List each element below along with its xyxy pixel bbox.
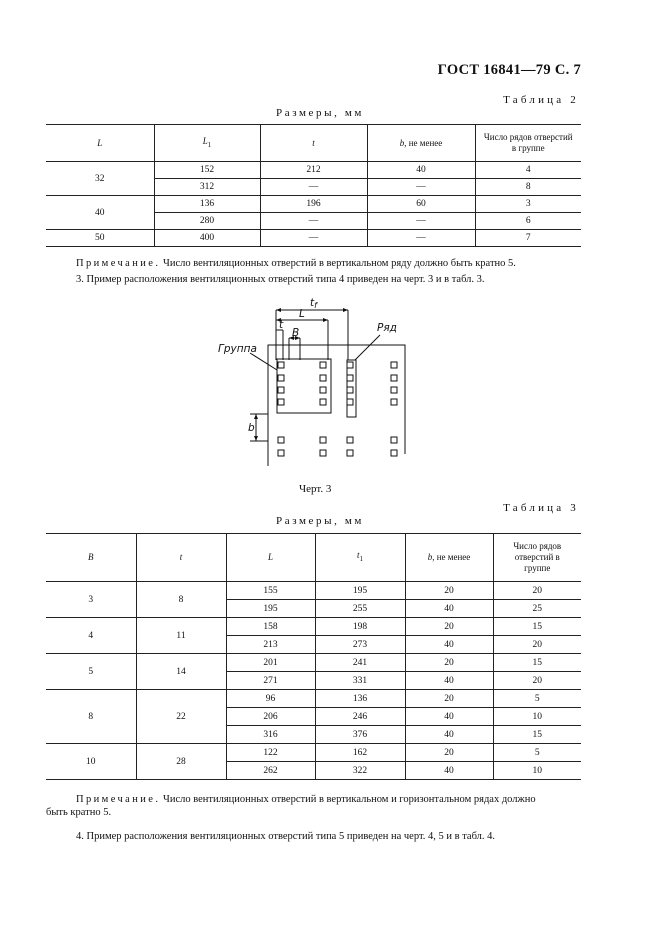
table3-label: Таблица 3 (503, 502, 579, 514)
table3-row (46, 744, 581, 762)
vent-hole (391, 450, 397, 456)
table3-cell: 20 (405, 618, 493, 636)
vent-hole (391, 375, 397, 381)
table3-cell: 201 (226, 654, 315, 672)
table3-cell: 20 (493, 672, 581, 690)
table3-cell: 206 (226, 708, 315, 726)
vent-hole (278, 362, 284, 368)
table2-cell-L: 32 (46, 162, 154, 196)
table3-cell-t: 28 (136, 744, 226, 780)
table3-cell: 376 (315, 726, 405, 744)
table2-header-rows: Число рядов отверстий в группе (475, 125, 581, 162)
table3-cell: 273 (315, 636, 405, 654)
table2-cell: 196 (260, 196, 367, 213)
figure-label-L: L (299, 308, 305, 320)
table2-header-L1: $L_1$ (154, 125, 260, 162)
paragraph-3: 3. Пример расположения вентиляционных отверстий типа 4 приведен на черт. 3 и в табл. 3. (76, 274, 485, 285)
table3-cell-t: 14 (136, 654, 226, 690)
table2-cell: 8 (475, 179, 581, 196)
table2-row (46, 162, 581, 179)
table2 (46, 124, 581, 247)
vent-hole (347, 375, 353, 381)
table2-cell: — (367, 213, 475, 230)
table3-cell: 10 (493, 762, 581, 780)
vent-hole (320, 399, 326, 405)
table3-cell: 158 (226, 618, 315, 636)
table2-cell: 312 (154, 179, 260, 196)
figure-label-group: Группа (218, 343, 257, 355)
table2-cell: — (367, 179, 475, 196)
note2: Примечание. Число вентиляционных отверстий в вертикальном и горизонтальном рядах должно (76, 794, 536, 805)
vent-hole (278, 399, 284, 405)
table3-cell: 15 (493, 618, 581, 636)
vent-hole (391, 362, 397, 368)
table3-cell: 136 (315, 690, 405, 708)
figure-label-t: t (279, 319, 284, 331)
table3-cell: 195 (315, 582, 405, 600)
table3-header-L: L (226, 534, 315, 582)
table3-cell: 20 (405, 690, 493, 708)
table2-cell: 136 (154, 196, 260, 213)
table3-cell-t: 8 (136, 582, 226, 618)
table2-cell: 152 (154, 162, 260, 179)
table2-cell: 7 (475, 230, 581, 247)
table3-cell-B: 8 (46, 690, 136, 744)
table3-cell: 40 (405, 672, 493, 690)
table2-cell: 6 (475, 213, 581, 230)
table2-cell: 60 (367, 196, 475, 213)
table3-cell: 40 (405, 600, 493, 618)
table3-header-b: b, не менее (405, 534, 493, 582)
table2-header-t: t (260, 125, 367, 162)
table3-cell: 25 (493, 600, 581, 618)
vent-hole (391, 437, 397, 443)
figure-label-b: b (248, 422, 255, 434)
figure-3-diagram (210, 290, 420, 470)
table3-cell: 20 (493, 636, 581, 654)
table3-cell: 255 (315, 600, 405, 618)
vent-hole (347, 399, 353, 405)
table2-cell: — (260, 230, 367, 247)
table2-cell-L: 40 (46, 196, 154, 230)
table3-cell: 15 (493, 726, 581, 744)
table3-cell: 40 (405, 708, 493, 726)
table3-cell: 20 (405, 582, 493, 600)
table3-cell: 316 (226, 726, 315, 744)
table3-cell-B: 5 (46, 654, 136, 690)
table3-cell: 198 (315, 618, 405, 636)
vent-hole (391, 399, 397, 405)
table3-header-t: t (136, 534, 226, 582)
table3-cell: 96 (226, 690, 315, 708)
table3-cell: 322 (315, 762, 405, 780)
table3-cell: 20 (405, 744, 493, 762)
table3-row (46, 654, 581, 672)
table3-cell: 15 (493, 654, 581, 672)
table2-header-L: L (46, 125, 154, 162)
vent-hole (278, 375, 284, 381)
table3-cell: 155 (226, 582, 315, 600)
table3-cell: 5 (493, 744, 581, 762)
vent-hole (320, 387, 326, 393)
table2-cell: 4 (475, 162, 581, 179)
table3 (46, 533, 581, 780)
table2-label: Таблица 2 (503, 94, 579, 106)
table2-caption: Размеры, мм (276, 107, 364, 119)
table3-cell: 40 (405, 762, 493, 780)
table3-row (46, 582, 581, 600)
vent-hole (391, 387, 397, 393)
table3-cell-t: 11 (136, 618, 226, 654)
vent-hole (320, 450, 326, 456)
table3-row (46, 618, 581, 636)
table3-cell: 262 (226, 762, 315, 780)
table3-cell: 246 (315, 708, 405, 726)
vent-hole (320, 375, 326, 381)
figure-label-B: B (292, 327, 300, 339)
vent-hole (278, 387, 284, 393)
page-header: ГОСТ 16841—79 С. 7 (437, 62, 581, 78)
paragraph-4: 4. Пример расположения вентиляционных отверстий типа 5 приведен на черт. 4, 5 и в табл. 4. (76, 831, 496, 842)
table3-cell: 162 (315, 744, 405, 762)
note1: Примечание. Число вентиляционных отверстий в вертикальном ряду должно быть кратно 5. (76, 258, 516, 269)
vent-hole (320, 362, 326, 368)
table2-cell: 280 (154, 213, 260, 230)
table2-row (46, 230, 581, 247)
table2-cell: — (260, 213, 367, 230)
table3-cell: 213 (226, 636, 315, 654)
table3-cell: 40 (405, 636, 493, 654)
vent-hole (320, 437, 326, 443)
table3-cell-B: 4 (46, 618, 136, 654)
table2-cell: 3 (475, 196, 581, 213)
table3-cell: 271 (226, 672, 315, 690)
table2-row (46, 196, 581, 213)
note2-line2: быть кратно 5. (46, 807, 112, 818)
table3-caption: Размеры, мм (276, 515, 364, 527)
table2-cell-L: 50 (46, 230, 154, 247)
figure-label-t1: tf (310, 297, 317, 310)
table2-cell: — (260, 179, 367, 196)
table2-cell: 212 (260, 162, 367, 179)
table2-cell: — (367, 230, 475, 247)
figure-3-caption: Черт. 3 (299, 483, 332, 495)
table3-cell: 122 (226, 744, 315, 762)
table3-cell: 40 (405, 726, 493, 744)
vent-hole (347, 387, 353, 393)
vent-hole (347, 437, 353, 443)
table2-header-b: b, не менее (367, 125, 475, 162)
table2-cell: 400 (154, 230, 260, 247)
table3-cell-B: 3 (46, 582, 136, 618)
table3-header-B: B (46, 534, 136, 582)
table3-cell: 5 (493, 690, 581, 708)
table3-row (46, 690, 581, 708)
vent-hole (347, 362, 353, 368)
table3-cell: 20 (405, 654, 493, 672)
table3-cell-B: 10 (46, 744, 136, 780)
table3-header-rows: Число рядов отверстий в группе (493, 534, 581, 582)
vent-hole (278, 450, 284, 456)
table3-cell-t: 22 (136, 690, 226, 744)
table3-cell: 241 (315, 654, 405, 672)
table3-cell: 20 (493, 582, 581, 600)
table3-cell: 195 (226, 600, 315, 618)
figure-label-row: Ряд (377, 322, 397, 334)
table3-cell: 331 (315, 672, 405, 690)
table3-cell: 10 (493, 708, 581, 726)
table3-header-t1: $t_1$ (315, 534, 405, 582)
vent-hole (347, 450, 353, 456)
vent-hole (278, 437, 284, 443)
table2-cell: 40 (367, 162, 475, 179)
